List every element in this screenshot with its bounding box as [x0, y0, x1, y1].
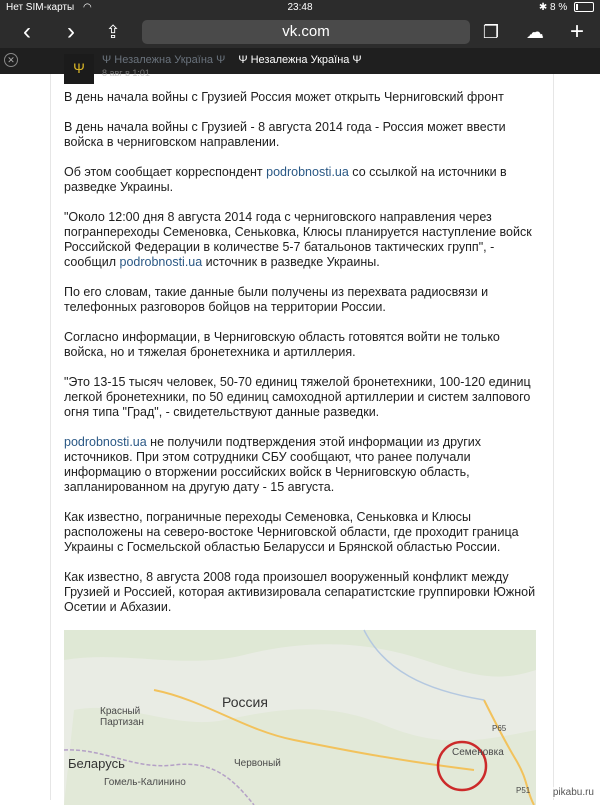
source-link[interactable]: podrobnosti.ua: [119, 255, 203, 269]
map-label-semenovka: Семеновка: [452, 747, 504, 758]
map-label-road-p65: P65: [492, 724, 507, 733]
status-bar: [0, 0, 600, 16]
watermark: pikabu.ru: [552, 787, 594, 798]
battery-status: ✱ 8 %: [539, 2, 594, 13]
post-text: [64, 90, 539, 705]
share-icon[interactable]: ⇪: [105, 22, 121, 42]
map-label-gomel: Гомель-Калинино: [104, 777, 186, 788]
bluetooth-icon: ✱: [538, 2, 548, 13]
carrier-label: Нет SIM-карты ◠: [6, 2, 92, 13]
source-link[interactable]: podrobnosti.ua: [266, 165, 349, 179]
paragraph: По его словам, такие данные были получены из перехвата радиосвязи и телефонных разговоров бойцов на территории России.: [64, 285, 489, 314]
page-content: [0, 54, 600, 800]
map-label-belarus: Беларусь: [68, 756, 125, 771]
source-link[interactable]: podrobnosti.ua: [64, 435, 147, 449]
address-bar[interactable]: vk.com: [142, 20, 470, 44]
trident-icon: Ψ: [73, 60, 85, 76]
tab-title[interactable]: Ψ Незалежна Україна Ψ: [238, 54, 362, 66]
group-avatar[interactable]: [64, 54, 94, 84]
back-icon[interactable]: ‹: [23, 18, 31, 45]
paragraph: Как известно, пограничные переходы Семеновка, Сеньковка и Клюсы расположены на северо-востоке Черниговской области, где проходит граница Украины с Госмельской областью Беларусси и Брянской областью России.: [64, 510, 519, 554]
paragraph: podrobnosti.ua не получили подтверждения этой информации из других источников. При этом сотрудники СБУ сообщают, что ранее получали информацию о вторжении российских войск в Черниговскую область, запланированном на другую дату - 15 августа.: [64, 435, 481, 494]
browser-toolbar: [0, 16, 600, 48]
paragraph: "Около 12:00 дня 8 августа 2014 года с черниговского направления через погранпереходы Семеновка, Сеньковка, Клюсы планируется наступление войск Российской Федерации в количестве 5-7 батальонов тактических групп", - сообщил podrobnosti.ua источник в разведке Украины.: [64, 210, 532, 269]
map-label-road: Р51: [516, 786, 531, 795]
paragraph: Как известно, 8 августа 2008 года произошел вооруженный конфликт между Грузией и Россией, которая активизировала сепаратистские группировки Южной Осетии и Абхазии.: [64, 570, 536, 614]
paragraph: В день начала войны с Грузией - 8 августа 2014 года - Россия может ввести войска в черниговском направлении.: [64, 120, 506, 149]
battery-icon: [574, 2, 594, 12]
map-label-chervony: Червоный: [234, 758, 281, 769]
paragraph: Об этом сообщает корреспондент podrobnosti.ua со ссылкой на источники в разведке Украины.: [64, 165, 507, 194]
new-tab-icon[interactable]: +: [569, 18, 584, 45]
forward-icon[interactable]: ›: [67, 18, 75, 45]
group-name[interactable]: Ψ Незалежна Україна Ψ: [102, 54, 226, 66]
clock: 23:48: [287, 2, 313, 13]
map-image[interactable]: [64, 630, 536, 805]
paragraph: Согласно информации, в Черниговскую область готовятся войти не только войска, но и тяжелая бронетехника и артиллерия.: [64, 330, 500, 359]
cloud-tabs-icon[interactable]: ☁: [526, 22, 544, 42]
map-label-krasny: Красный Партизан: [100, 706, 144, 728]
bookmarks-icon[interactable]: ❐: [482, 22, 500, 42]
paragraph: В день начала войны с Грузией Россия может открыть Черниговский фронт: [64, 90, 504, 104]
close-tab-icon[interactable]: ✕: [4, 53, 18, 67]
post-date: 8 авг в 1:01: [102, 68, 150, 78]
paragraph: "Это 13-15 тысяч человек, 50-70 единиц тяжелой бронетехники, 100-120 единиц легкой бронетехники, по 50 единиц самоходной артиллерии и систем залпового огня типа "Град", - свидетельствуют данные разведки.: [64, 375, 531, 419]
map-label-russia: Россия: [222, 694, 268, 710]
wifi-icon: ◠: [82, 2, 92, 13]
